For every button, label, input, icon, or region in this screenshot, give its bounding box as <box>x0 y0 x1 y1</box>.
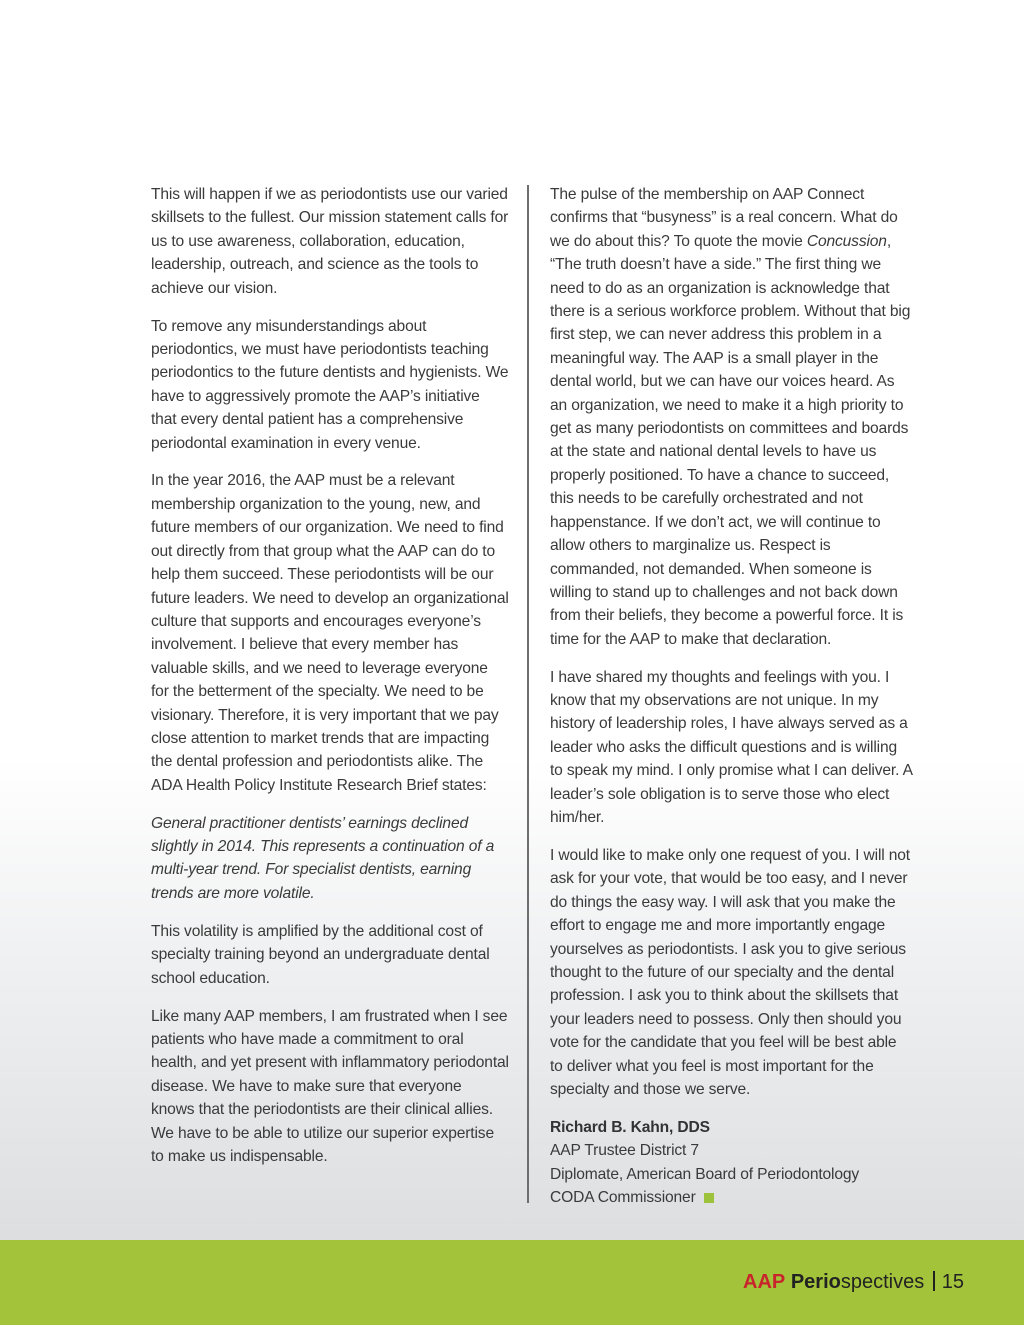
research-brief-quote: General practitioner dentists’ earnings declined slightly in 2014. This represents a continuation of a multi-year trend. For specialist dentists, earning trends are more volatile. <box>151 814 495 902</box>
left-paragraph-1: This will happen if we as periodontists use our varied skillsets to the fullest. Our mission statement calls for us to use awareness, collaboration, education, leadership, outreach, and science as the tools to achieve our vision. <box>151 186 509 297</box>
brand-aap: AAP <box>743 1271 786 1293</box>
right-paragraph-1 <box>550 183 912 651</box>
brand-periospectives <box>791 1271 924 1293</box>
signature-name: Richard B. Kahn, DDS <box>550 1118 710 1136</box>
right-column <box>550 183 912 1210</box>
left-column <box>151 183 509 1183</box>
right-paragraph-1-start: The pulse of the membership on AAP Connect confirms that “busyness” is a real concern. What do we do about this? To quote the movie <box>550 186 898 250</box>
left-paragraph-4: This volatility is amplified by the additional cost of specialty training beyond an undergraduate dental school education. <box>151 922 490 987</box>
end-of-article-square-icon <box>704 1193 714 1203</box>
signature-title-2: Diplomate, American Board of Periodontology <box>550 1165 860 1183</box>
brand-spectives: spectives <box>840 1271 925 1293</box>
footer-brand-and-page <box>743 1271 964 1294</box>
signature-title-3 <box>550 1186 912 1209</box>
left-paragraph-5: Like many AAP members, I am frustrated when I see patients who have made a commitment to oral health, and yet present with inflammatory periodontal disease. We have to make sure that everyone knows that the periodontists are their clinical allies. We have to be able to utilize our superior expertise to make us indispensable. <box>151 1007 509 1165</box>
page-number-separator <box>933 1271 935 1291</box>
movie-title: Concussion <box>806 232 887 250</box>
left-paragraph-3: In the year 2016, the AAP must be a relevant membership organization to the young, new, and future members of our organization. We need to find out directly from that group what the AAP can do to help them succeed. These periodontists will be our future leaders. We need to develop an organizational culture that supports and encourages everyone’s involvement. I believe that every member has valuable skills, and we need to leverage everyone for the betterment of the specialty. We need to be visionary. Therefore, it is very important that we pay close attention to market trends that are impacting the dental profession and periodontists alike. The ADA Health Policy Institute Research Brief states: <box>151 472 509 794</box>
right-paragraph-3: I would like to make only one request of you. I will not ask for your vote, that would be too easy, and I never do things the easy way. I will ask that you make the effort to engage me and more importantly engage yourselves as periodontists. I ask you to give serious thought to the future of our specialty and the dental profession. I ask you to think about the skillsets that your leaders need to possess. Only then should you vote for the candidate that you feel will be best able to deliver what you feel is most important for the specialty and those we serve. <box>550 846 910 1099</box>
right-paragraph-2: I have shared my thoughts and feelings with you. I know that my observations are not unique. In my history of leadership roles, I have always served as a leader who asks the difficult questions and is willing to speak my mind. I only promise what I can deliver. A leader’s sole obligation is to serve those who elect him/her. <box>550 668 912 827</box>
right-paragraph-1-end: , “The truth doesn’t have a side.” The first thing we need to do as an organization is acknowledge that there is a serious workforce problem. Without that big first step, we can never address this problem in a meaningful way. The AAP is a small player in the dental world, but we can have our voices heard. As an organization, we need to make it a high priority to get as many periodontists on committees and boards at the state and national dental levels to have us properly positioned. To have a chance to succeed, this needs to be carefully orchestrated and not happenstance. If we don’t act, we will continue to allow others to marginalize us. Respect is commanded, not demanded. When someone is willing to stand up to challenges and not back down from their beliefs, they become a powerful force. It is time for the AAP to make that declaration. <box>550 232 911 648</box>
signature-title-3-text: CODA Commissioner <box>550 1189 696 1207</box>
left-paragraph-2: To remove any misunderstandings about periodontics, we must have periodontists teaching periodontics to the future dentists and hygienists. We have to aggressively promote the AAP’s initiative that every dental patient has a comprehensive periodontal examination in every venue. <box>151 317 509 452</box>
signature-block <box>550 1116 912 1210</box>
signature-title-1: AAP Trustee District 7 <box>550 1142 699 1160</box>
column-divider <box>527 185 529 1203</box>
page-number: 15 <box>941 1271 964 1293</box>
brand-perio: Perio <box>790 1271 841 1293</box>
